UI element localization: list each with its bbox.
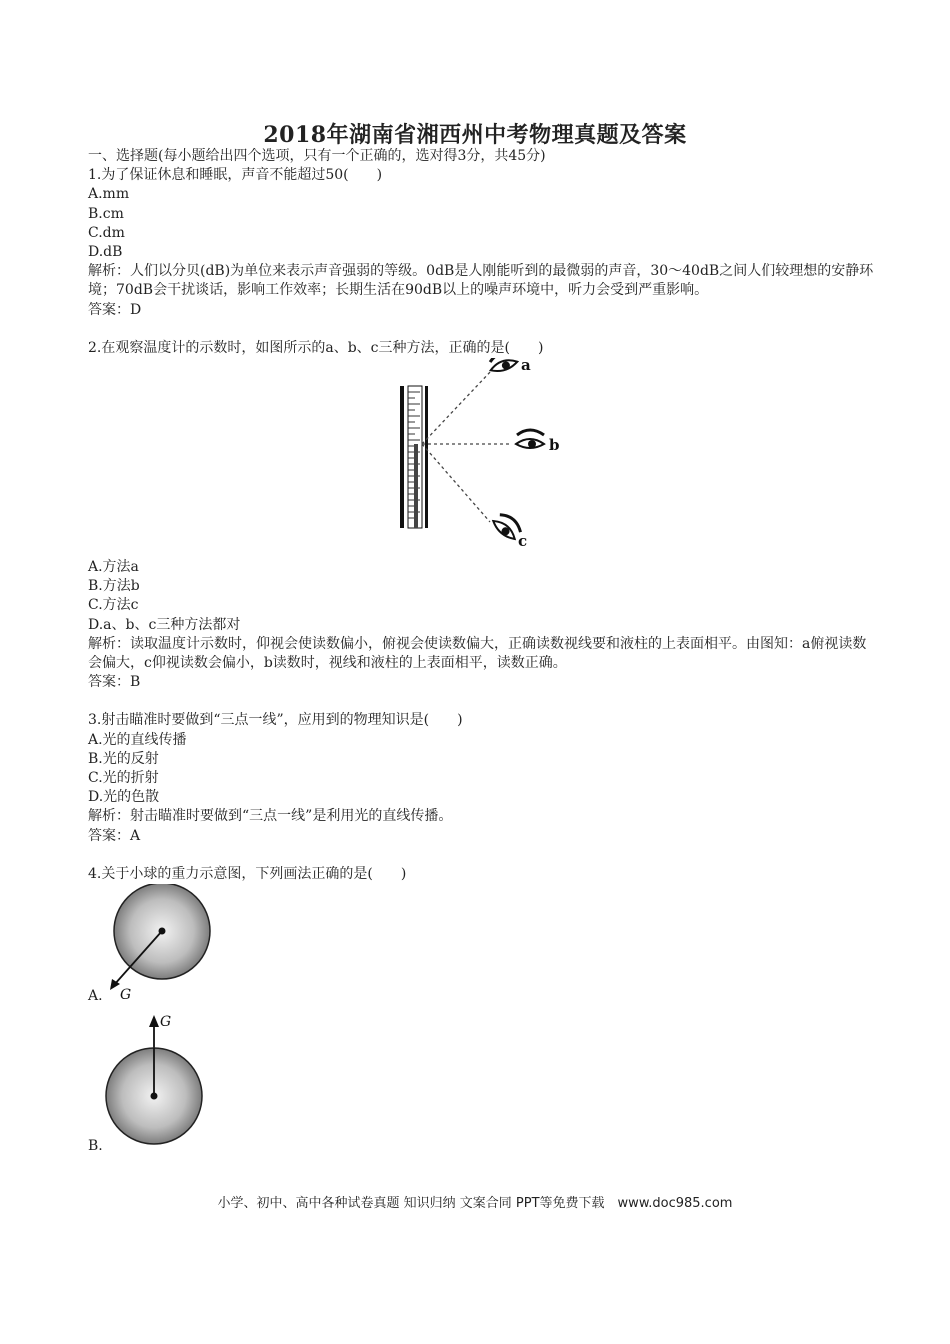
eye-b-icon bbox=[516, 430, 544, 448]
q3-option-d: D.光的色散 bbox=[88, 789, 160, 806]
label-a: a bbox=[521, 358, 531, 375]
label-c: c bbox=[518, 532, 528, 551]
q3-option-b: B.光的反射 bbox=[88, 750, 159, 767]
question-4-text: 4.关于小球的重力示意图，下列画法正确的是( ) bbox=[88, 865, 407, 882]
question-1 bbox=[88, 166, 878, 320]
q2-analysis: 解析：读取温度计示数时，仰视会使读数偏小，俯视会使读数偏大，正确读数视线要和液柱的上表面相平。由图知：a俯视读数会偏大，c仰视读数会偏小，b读数时，视线和液柱的上表面相平，读数正确。 bbox=[88, 635, 867, 672]
document-body bbox=[88, 147, 878, 1156]
ball-figure-b bbox=[88, 1006, 878, 1156]
force-label-b: G bbox=[160, 1014, 172, 1031]
question-2 bbox=[88, 339, 878, 693]
section-heading: 一、选择题(每小题给出四个选项，只有一个正确的，选对得3分，共45分) bbox=[88, 148, 546, 164]
document-title: 2018年湖南省湘西州中考物理真题及答案 bbox=[263, 122, 687, 148]
question-3 bbox=[88, 711, 878, 845]
q2-option-a: A.方法a bbox=[88, 559, 139, 576]
q4-option-a: A. bbox=[88, 988, 103, 1005]
q2-option-c: C.方法c bbox=[88, 597, 139, 614]
label-b: b bbox=[549, 436, 560, 455]
thermometer-diagram bbox=[88, 358, 878, 558]
page-footer: 小学、初中、高中各种试卷真题 知识归纳 文案合同 PPT等免费下载 www.doc985.com bbox=[217, 1196, 733, 1211]
q2-option-b: B.方法b bbox=[88, 578, 140, 595]
ball-diagram-b bbox=[88, 1006, 288, 1156]
q3-analysis: 解析：射击瞄准时要做到“三点一线”是利用光的直线传播。 bbox=[88, 808, 453, 825]
q1-option-c: C.dm bbox=[88, 224, 125, 241]
question-1-text: 1.为了保证休息和睡眠，声音不能超过50( ) bbox=[88, 167, 383, 184]
q1-answer: 答案：D bbox=[88, 301, 142, 318]
question-3-text: 3.射击瞄准时要做到“三点一线”，应用到的物理知识是( ) bbox=[88, 712, 463, 729]
q2-answer: 答案：B bbox=[88, 674, 141, 691]
q3-option-c: C.光的折射 bbox=[88, 770, 159, 787]
question-4 bbox=[88, 865, 878, 1156]
eye-a-icon bbox=[487, 358, 519, 374]
q3-answer: 答案：A bbox=[88, 827, 141, 844]
q2-option-d: D.a、b、c三种方法都对 bbox=[88, 616, 241, 633]
sight-lines bbox=[422, 370, 512, 522]
q4-option-b: B. bbox=[88, 1138, 103, 1155]
q1-option-d: D.dB bbox=[88, 244, 123, 261]
ball-figure-a bbox=[88, 884, 878, 1006]
thermometer-icon bbox=[400, 386, 428, 528]
q1-analysis: 解析：人们以分贝(dB)为单位来表示声音强弱的等级。0dB是人刚能听到的最微弱的声音，30～40dB之间人们较理想的安静环境；70dB会干扰谈话，影响工作效率；长期生活在90dB以上的噪声环境中，听力会受到严重影响。 bbox=[88, 263, 874, 299]
q3-option-a: A.光的直线传播 bbox=[88, 731, 187, 748]
q1-option-b: B.cm bbox=[88, 205, 124, 222]
thermometer-figure bbox=[88, 358, 878, 558]
question-2-text: 2.在观察温度计的示数时，如图所示的a、b、c三种方法，正确的是( ) bbox=[88, 339, 544, 356]
ball-diagram-a bbox=[88, 884, 288, 1006]
force-label-a: G bbox=[120, 987, 132, 1004]
q1-option-a: A.mm bbox=[88, 186, 130, 203]
